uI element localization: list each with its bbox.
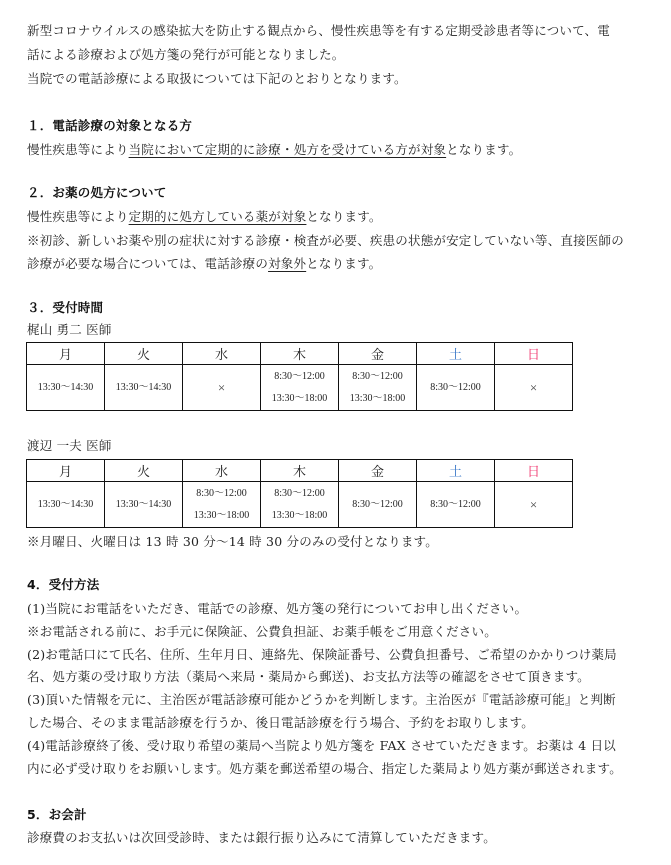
day-header-wed: 水 [183,343,261,365]
unavailable-mark: × [217,379,226,395]
section4-line-1: (1)当院にお電話をいただき、電話での診療、処方箋の発行についてお申し出ください。 [27,601,528,616]
hours-cell-mon [27,482,105,528]
time-slot: 13:30～18:00 [349,392,406,404]
section3-heading: ３．受付時間 [27,300,104,315]
day-header-mon: 月 [27,343,105,365]
day-header-thu: 木 [261,343,339,365]
day-header-sun: 日 [495,460,573,482]
hours-cell-tue [105,482,183,528]
section2-line3-underlined: 対象外 [268,256,307,271]
hours-cell-sat [417,482,495,528]
hours-cell-mon [27,365,105,411]
section5-text: 診療費のお支払いは次回受診時、または銀行振り込みにて清算していただきます。 [27,830,496,845]
time-slot: 8:30～12:00 [352,498,403,510]
hours-cell-fri [339,482,417,528]
section4-line-2: ※お電話される前に、お手元に保険証、公費負担証、お薬手帳をご用意ください。 [27,624,497,639]
time-slot: 8:30～12:00 [274,487,325,499]
day-header-fri: 金 [339,460,417,482]
schedule-header-row [27,343,573,365]
unavailable-mark: × [529,379,538,395]
time-slot: 13:30～14:30 [115,498,172,510]
section2-line1-underlined: 定期的に処方している薬が対象 [128,209,307,224]
hours-cell-sat [417,365,495,411]
day-header-sat: 土 [417,343,495,365]
day-header-mon: 月 [27,460,105,482]
section4-heading: 4．受付方法 [27,577,100,592]
time-slot: 13:30～14:30 [37,381,94,393]
schedule-table-doctor-2 [26,459,573,528]
time-slot: 8:30～12:00 [430,498,481,510]
schedule-header-row [27,460,573,482]
section1-heading: １．電話診療の対象となる方 [27,118,193,133]
hours-cell-tue [105,365,183,411]
time-slot: 13:30～18:00 [271,392,328,404]
day-header-tue: 火 [105,460,183,482]
doctor-2-name: 渡辺 一夫 医師 [27,438,112,453]
hours-cell-wed [183,482,261,528]
day-header-tue: 火 [105,343,183,365]
intro-line-1: 新型コロナウイルスの感染拡大を防止する観点から、慢性疾患等を有する定期受診患者等について、電 [27,23,610,38]
hours-cell-sun [495,365,573,411]
section4-line-8: 内に必ず受け取りをお願いします。処方薬を郵送希望の場合、指定した薬局より処方薬が郵送されます。 [27,761,622,776]
time-slot: 13:30～14:30 [37,498,94,510]
schedule-hours-row [27,482,573,528]
day-header-wed: 水 [183,460,261,482]
section1-text-pre: 慢性疾患等により [27,142,129,157]
section4-line-7: (4)電話診療終了後、受け取り希望の薬局へ当院より処方箋を FAX させていただきます。お薬は 4 日以 [27,738,616,753]
time-slot: 8:30～12:00 [430,381,481,393]
time-slot: 8:30～12:00 [196,487,247,499]
section5-heading: 5．お会計 [27,807,87,822]
section4-line-4: 名、処方薬の受け取り方法（薬局へ来局・薬局から郵送)、お支払方法等の確認をさせて頂きます。 [27,669,590,684]
intro-line-3: 当院での電話診療による取扱については下記のとおりとなります。 [27,71,407,86]
day-header-thu: 木 [261,460,339,482]
section4-line-6: した場合、そのまま電話診療を行うか、後日電話診療を行う場合、予約をお取りします。 [27,715,535,730]
schedule-hours-row [27,365,573,411]
section2-line1-post: となります。 [306,209,382,224]
time-slot: 8:30～12:00 [352,370,403,382]
day-header-sun: 日 [495,343,573,365]
hours-cell-wed [183,365,261,411]
schedule-table-doctor-1 [26,342,573,411]
section2-line3-post: となります。 [306,256,382,271]
section3-note: ※月曜日、火曜日は 13 時 30 分～14 時 30 分のみの受付となります。 [27,534,438,549]
section1-text-post: となります。 [446,142,522,157]
time-slot: 13:30～18:00 [271,509,328,521]
doctor-1-name: 梶山 勇二 医師 [27,322,112,337]
section2-line-2: ※初診、新しいお薬や別の症状に対する診療・検査が必要、疾患の状態が安定していない等、直接医師の [27,233,624,248]
hours-cell-fri [339,365,417,411]
section1-text [27,142,521,158]
time-slot: 13:30～18:00 [193,509,250,521]
day-header-sat: 土 [417,460,495,482]
hours-cell-thu [261,482,339,528]
hours-cell-thu [261,365,339,411]
day-header-fri: 金 [339,343,417,365]
section4-line-3: (2)お電話口にて氏名、住所、生年月日、連絡先、保険証番号、公費負担番号、ご希望のかかりつけ薬局 [27,647,617,662]
section2-heading: ２．お薬の処方について [27,185,167,200]
section2-line1-pre: 慢性疾患等により [27,209,129,224]
section2-line3-pre: 診療が必要な場合については、電話診療の [27,256,269,271]
time-slot: 8:30～12:00 [274,370,325,382]
section4-line-5: (3)頂いた情報を元に、主治医が電話診療可能かどうかを判断します。主治医が『電話診療可能』と判断 [27,692,616,707]
hours-cell-sun [495,482,573,528]
intro-line-2: 話による診療および処方箋の発行が可能となりました。 [27,47,345,62]
time-slot: 13:30～14:30 [115,381,172,393]
unavailable-mark: × [529,496,538,512]
section1-text-underlined: 当院において定期的に診療・処方を受けている方が対象 [128,142,447,157]
section2-line-1 [27,209,382,225]
section2-line-3 [27,256,381,272]
